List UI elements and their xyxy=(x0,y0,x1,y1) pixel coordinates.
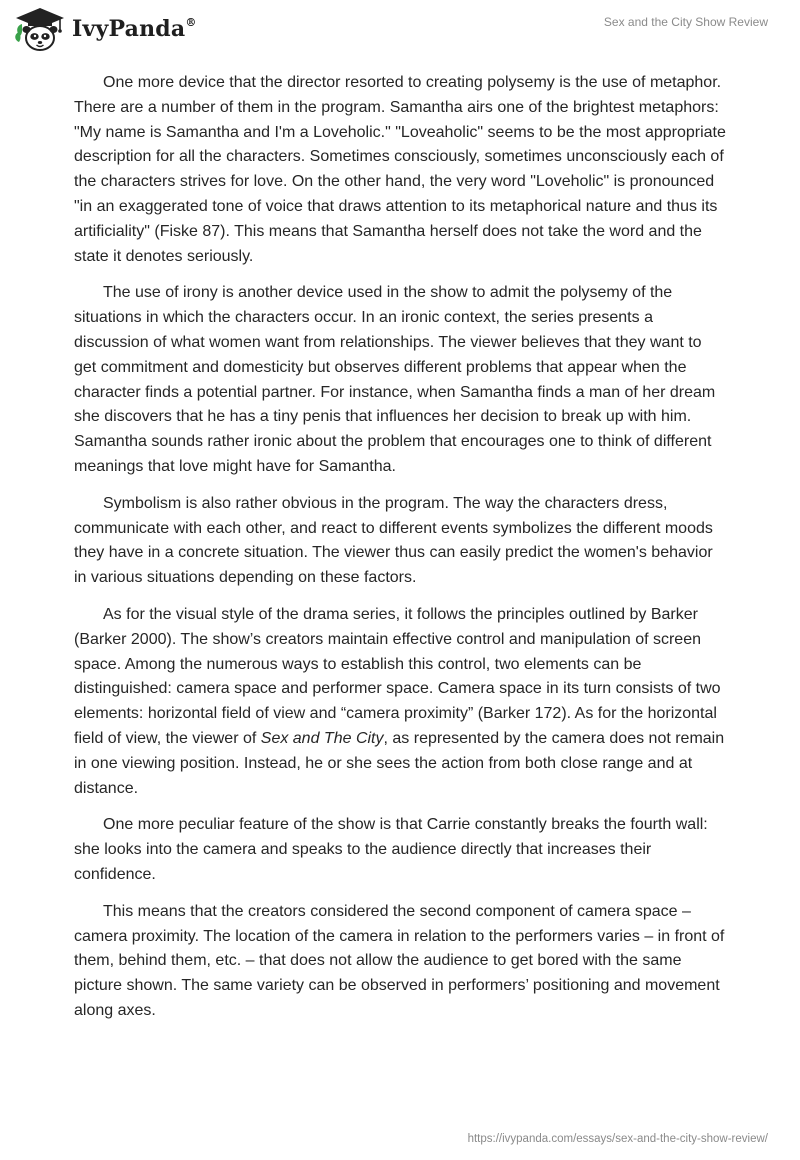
page-header xyxy=(0,0,800,60)
paragraph-fourth-wall: One more peculiar feature of the show is that Carrie constantly breaks the fourth wall: she looks into the camera and speaks to the audience directly that increases their confidence. xyxy=(74,816,708,883)
paragraph-irony: The use of irony is another device used in the show to admit the polysemy of the situations in which the characters occur. In an ironic context, the series presents a discussion of what women want from relationships. The viewer believes that they want to get commitment and domesticity but observes different problems that appear when the character finds a potential partner. For instance, when Samantha finds a man of her dream she discovers that he has a tiny penis that influences her decision to break up with him. Samantha sounds rather ironic about the problem that encourages one to think of different meanings that love might have for Samantha. xyxy=(74,284,716,475)
show-title-italic: Sex and The City xyxy=(260,729,384,747)
ivypanda-logo[interactable] xyxy=(14,6,197,52)
paragraph-visual-style-text-a: As for the visual style of the drama series, it follows the principles outlined by Barker (Barker 2000). The show’s creators maintain effective control and manipulation of screen space. Among the numerous ways to establish this control, two elements can be distinguished: camera space and performer space. Camera space in its turn consists of two elements: horizontal field of view and “camera proximity” (Barker 172). As for the horizontal field of view, the viewer of xyxy=(74,605,721,747)
logo-text: IvyPanda® xyxy=(72,15,197,42)
paragraph-visual-style-text-b: , as represented by the camera does not remain in one viewing position. Instead, he or she sees the action from both close range and at distance. xyxy=(74,729,725,797)
footer-url[interactable]: https://ivypanda.com/essays/sex-and-the-city-show-review/ xyxy=(467,1133,768,1145)
paragraph-symbolism: Symbolism is also rather obvious in the program. The way the characters dress, communicate with each other, and react to different events symbolizes the different moods they have in a concrete situation. The viewer thus can easily predict the women's behavior in various situations depending on these factors. xyxy=(74,494,713,587)
paragraph-metaphor: One more device that the director resorted to creating polysemy is the use of metaphor. There are a number of them in the program. Samantha airs one of the brightest metaphors: "My name is Samantha and I'm a Loveholic." "Loveaholic" seems to be the most appropriate description for all the characters. Sometimes consciously, sometimes unconsciously each of the characters strives for love. On the other hand, the very word "Loveholic" is pronounced "in an exaggerated tone of voice that draws attention to its metaphorical nature and thus its artificiality" (Fiske 87). This means that Samantha herself does not take the word and the state it denotes seriously. xyxy=(74,74,726,265)
essay-body xyxy=(74,71,728,1036)
document-title: Sex and the City Show Review xyxy=(603,15,768,29)
paragraph-visual-style xyxy=(74,603,728,801)
panda-graduation-cap-icon xyxy=(14,6,66,52)
paragraph-camera-proximity: This means that the creators considered the second component of camera space – camera proximity. The location of the camera in relation to the performers varies – in front of them, behind them, etc. – that does not allow the audience to get bored with the same picture shown. The same variety can be observed in performers’ positioning and movement along axes. xyxy=(74,902,725,1019)
